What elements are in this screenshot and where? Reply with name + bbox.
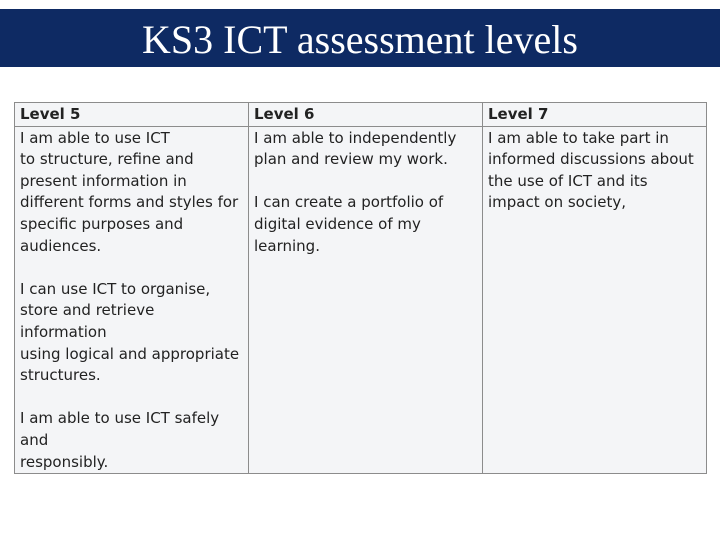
- level-5-paragraph: I am able to use ICT to structure, refine and present information in different forms and styles for specific purposes and audiences.: [20, 128, 239, 255]
- table-row: [15, 126, 707, 474]
- header-level-7: Level 7: [483, 103, 707, 127]
- header-level-6: Level 6: [249, 103, 483, 127]
- levels-table: [14, 102, 707, 474]
- table-header-row: [15, 103, 707, 127]
- level-6-paragraph: I am able to independently plan and review my work.: [254, 128, 457, 169]
- header-level-5: Level 5: [15, 103, 249, 127]
- slide-title: KS3 ICT assessment levels: [142, 17, 578, 62]
- level-6-cell: [249, 126, 483, 474]
- level-5-paragraph: I can use ICT to organise, store and retrieve information using logical and appropriate structures.: [20, 279, 240, 385]
- level-5-paragraph: I am able to use ICT safely and responsibly.: [20, 409, 220, 471]
- level-7-cell: [483, 126, 707, 474]
- level-7-paragraph: I am able to take part in informed discussions about the use of ICT and its impact on society,: [488, 128, 694, 212]
- level-5-cell: [15, 126, 249, 474]
- level-6-paragraph: I can create a portfolio of digital evidence of my learning.: [254, 193, 444, 255]
